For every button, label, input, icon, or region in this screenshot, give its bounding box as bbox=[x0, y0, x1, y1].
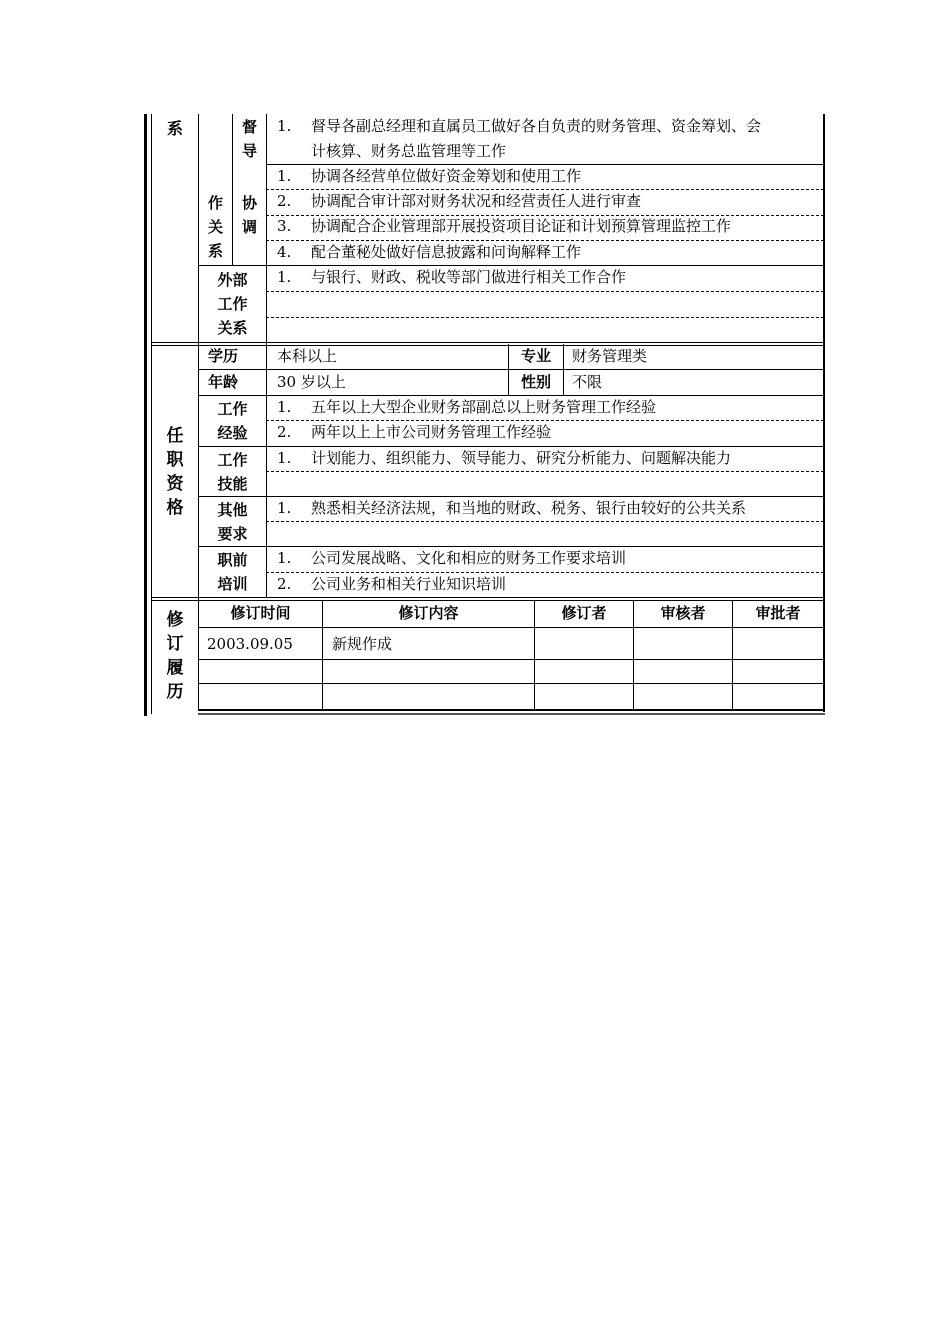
section-divider bbox=[151, 345, 824, 346]
revision-row-1-date: 2003.09.05 bbox=[207, 635, 293, 653]
internal-relations-label bbox=[199, 188, 232, 266]
item-text: 与银行、财政、税收等部门做进行相关工作合作 bbox=[311, 268, 627, 286]
item-text: 公司业务和相关行业知识培训 bbox=[311, 575, 507, 593]
qualifications-section-text: 任 职 资 格 bbox=[166, 425, 184, 518]
coordinate-item-3 bbox=[277, 214, 731, 239]
relations-section-label: 系 bbox=[166, 119, 183, 138]
experience-text: 工作 经验 bbox=[217, 400, 248, 442]
item-text: 公司发展战略、文化和相应的财务工作要求培训 bbox=[311, 549, 627, 567]
line bbox=[266, 291, 824, 292]
revision-header-reviser: 修订者 bbox=[561, 604, 607, 622]
revision-section-text: 修 订 履 历 bbox=[166, 610, 184, 702]
other-requirements-label bbox=[199, 497, 266, 546]
item-text: 配合董秘处做好信息披露和问询解释工作 bbox=[311, 243, 582, 261]
item-number: 2. bbox=[277, 423, 292, 441]
training-label bbox=[199, 547, 266, 597]
item-number: 1. bbox=[277, 549, 292, 567]
revision-header-approver: 审批者 bbox=[755, 604, 801, 622]
major-value: 财务管理类 bbox=[572, 347, 648, 365]
experience-item-2 bbox=[277, 420, 551, 445]
line bbox=[266, 521, 824, 522]
item-text: 协调各经营单位做好资金筹划和使用工作 bbox=[311, 167, 582, 185]
coordinate-item-2 bbox=[277, 189, 641, 214]
age-value: 30 岁以上 bbox=[277, 373, 346, 391]
experience-item-1 bbox=[277, 395, 656, 420]
item-text: 熟悉相关经济法规，和当地的财政、税务、银行由较好的公共关系 bbox=[311, 499, 747, 517]
supervise-item-1-cont bbox=[311, 139, 506, 164]
other-requirements-text: 其他 要求 bbox=[217, 500, 248, 543]
item-text: 五年以上大型企业财务部副总以上财务管理工作经验 bbox=[311, 398, 657, 416]
item-number: 4. bbox=[277, 243, 292, 261]
training-text: 职前 培训 bbox=[217, 551, 248, 593]
bottom-shadow bbox=[198, 713, 825, 715]
coordinate-text: 协 调 bbox=[241, 194, 257, 236]
item-number: 1. bbox=[277, 117, 292, 135]
right-border bbox=[823, 114, 825, 712]
item-number: 1. bbox=[277, 449, 292, 467]
major-label: 专业 bbox=[520, 347, 551, 365]
line bbox=[198, 627, 824, 628]
internal-relations-text: 作 关 系 bbox=[207, 194, 223, 260]
item-text: 协调配合企业管理部开展投资项目论证和计划预算管理监控工作 bbox=[311, 217, 732, 235]
col-divider-3 bbox=[266, 114, 267, 344]
col-divider-major-right bbox=[563, 344, 564, 396]
item-number: 2. bbox=[277, 192, 292, 210]
skills-text: 工作 技能 bbox=[217, 450, 248, 493]
line bbox=[198, 683, 824, 684]
item-text: 协调配合审计部对财务状况和经营责任人进行审查 bbox=[311, 192, 642, 210]
item-number: 1. bbox=[277, 167, 292, 185]
other-item-1 bbox=[277, 496, 746, 521]
gender-value: 不限 bbox=[572, 373, 603, 391]
skills-label bbox=[199, 447, 266, 496]
gender-label: 性别 bbox=[520, 373, 551, 391]
coordinate-item-4 bbox=[277, 240, 581, 265]
section-divider bbox=[151, 342, 824, 343]
skills-item-1 bbox=[277, 446, 731, 471]
revision-header-reviewer: 审核者 bbox=[660, 604, 706, 622]
line bbox=[198, 659, 824, 660]
coordinate-label bbox=[233, 188, 266, 242]
revision-row-1-content: 新规作成 bbox=[332, 635, 393, 653]
item-number: 1. bbox=[277, 398, 292, 416]
bottom-border bbox=[198, 709, 825, 711]
line bbox=[266, 471, 824, 472]
item-text: 计划能力、组织能力、领导能力、研究分析能力、问题解决能力 bbox=[311, 449, 732, 467]
experience-label bbox=[199, 396, 266, 446]
item-number: 3. bbox=[277, 217, 292, 235]
item-number: 1. bbox=[277, 499, 292, 517]
education-label: 学历 bbox=[207, 347, 238, 365]
training-item-1 bbox=[277, 546, 626, 571]
item-text: 计核算、财务总监管理等工作 bbox=[311, 142, 507, 160]
supervise-item-1 bbox=[277, 114, 761, 139]
external-relations-label bbox=[199, 266, 266, 342]
revision-section-label bbox=[152, 602, 198, 710]
item-number: 2. bbox=[277, 575, 292, 593]
item-text: 督导各副总经理和直属员工做好各自负责的财务管理、资金筹划、会 bbox=[311, 117, 762, 135]
external-relations-text: 外部 工作 关系 bbox=[217, 271, 248, 337]
qualifications-section-label bbox=[152, 346, 198, 597]
item-text: 两年以上上市公司财务管理工作经验 bbox=[311, 423, 552, 441]
section-divider bbox=[151, 597, 824, 598]
external-item-1 bbox=[277, 265, 626, 290]
item-number: 1. bbox=[277, 268, 292, 286]
revision-header-content: 修订内容 bbox=[398, 604, 459, 622]
outer-left-border bbox=[144, 114, 147, 716]
line bbox=[266, 317, 824, 318]
education-value: 本科以上 bbox=[277, 347, 338, 365]
revision-header-date: 修订时间 bbox=[230, 604, 291, 622]
coordinate-item-1 bbox=[277, 164, 581, 189]
training-item-2 bbox=[277, 572, 506, 597]
age-label: 年龄 bbox=[207, 373, 238, 391]
supervise-label: 督 导 bbox=[241, 118, 257, 160]
